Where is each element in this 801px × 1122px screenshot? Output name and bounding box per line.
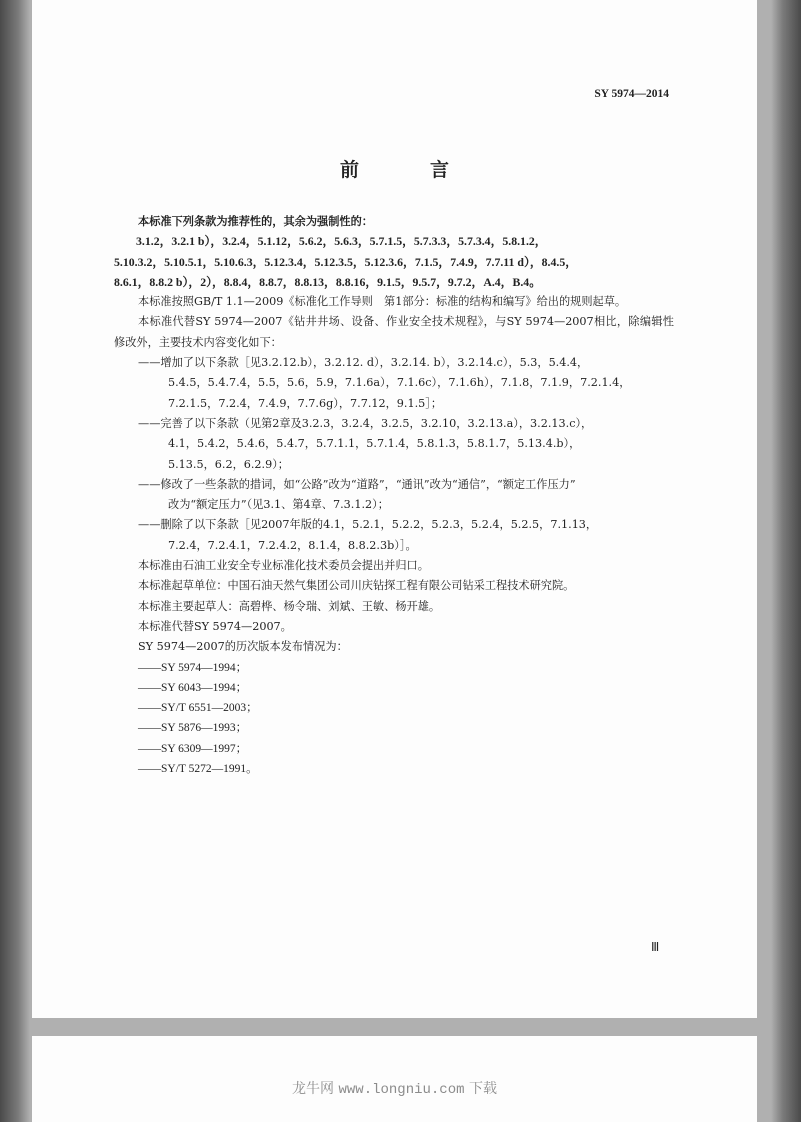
history-item: ——SY 5974—1994； xyxy=(138,661,248,674)
next-page xyxy=(32,1036,757,1122)
clause-line-1: 3.1.2，3.2.1 b），3.2.4，5.1.12，5.6.2，5.6.3，5.7.1.5，5.7.3.3，5.7.3.4，5.8.1.2， xyxy=(136,234,547,249)
page-number: Ⅲ xyxy=(651,940,660,954)
change-item-improved: ——完善了以下条款（见第2章及3.2.3，3.2.4，3.2.5，3.2.10，3.2.13.a），3.2.13.c）， xyxy=(138,416,593,430)
document-page xyxy=(32,0,757,1018)
authors-paragraph: 本标准主要起草人：高碧桦、杨令瑞、刘斌、王敏、杨开雄。 xyxy=(138,599,441,613)
history-item: ——SY 6043—1994； xyxy=(138,681,248,694)
proposed-paragraph: 本标准由石油工业安全专业标准化技术委员会提出并归口。 xyxy=(138,559,429,573)
document-body xyxy=(114,211,674,779)
clause-line-3: 8.6.1，8.8.2 b），2），8.8.4，8.8.7，8.8.13，8.8.16，9.1.5，9.5.7，9.7.2，A.4，B.4。 xyxy=(114,274,541,289)
standard-code: SY 5974—2014 xyxy=(594,88,669,100)
change-item-added: ——增加了以下条款［见3.2.12.b），3.2.12. d），3.2.14. b），3.2.14.c），5.3，5.4.4， xyxy=(138,356,589,370)
replace-paragraph: 本标准代替SY 5974—2007《钻井井场、设备、作业安全技术规程》，与SY 5974—2007相比，除编辑性修改外，主要技术内容变化如下： xyxy=(114,315,674,349)
history-item: ——SY 5876—1993； xyxy=(138,722,248,735)
change-item-modified-line: 改为“额定压力”（见3.1、第4章、7.3.1.2）； xyxy=(168,498,389,512)
change-item-improved-line: 5.13.5，6.2，6.2.9）； xyxy=(168,457,289,471)
history-item: ——SY 6309—1997； xyxy=(138,742,248,755)
history-item: ——SY/T 6551—2003； xyxy=(138,702,258,715)
change-item-modified: ——修改了一些条款的措词，如“公路”改为“道路”，“通讯”改为“通信”，“额定工作压力” xyxy=(138,477,576,491)
change-item-improved-line: 4.1，5.4.2，5.4.6，5.4.7，5.7.1.1，5.7.1.4，5.8.1.3，5.8.1.7，5.13.4.b）， xyxy=(168,437,581,451)
watermark xyxy=(32,1078,757,1098)
drafting-paragraph: 本标准按照GB/T 1.1—2009《标准化工作导则 第1部分：标准的结构和编写》给出的规则起草。 xyxy=(138,295,627,309)
watermark-url[interactable]: www.longniu.com xyxy=(338,1082,465,1098)
history-item: ——SY/T 5272—1991。 xyxy=(138,763,258,776)
change-item-deleted: ——删除了以下条款［见2007年版的4.1，5.2.1，5.2.2，5.2.3，5.2.4，5.2.5，7.1.13， xyxy=(138,518,598,532)
intro-paragraph: 本标准下列条款为推荐性的，其余为强制性的： xyxy=(138,214,373,228)
change-item-deleted-line: 7.2.4，7.2.4.1，7.2.4.2，8.1.4，8.8.2.3b）］。 xyxy=(168,538,417,552)
drafting-units-paragraph: 本标准起草单位：中国石油天然气集团公司川庆钻探工程有限公司钻采工程技术研究院。 xyxy=(138,579,575,593)
history-paragraph: SY 5974—2007的历次版本发布情况为： xyxy=(138,640,348,654)
clause-line-2: 5.10.3.2，5.10.5.1，5.10.6.3，5.12.3.4，5.12.3.5，5.12.3.6，7.1.5，7.4.9，7.7.11 d），8.4.5， xyxy=(114,254,578,269)
watermark-suffix: 下载 xyxy=(468,1081,497,1097)
change-item-added-line: 7.2.1.5，7.2.4，7.4.9，7.7.6g），7.7.12，9.1.5］； xyxy=(168,396,443,410)
supersede-paragraph: 本标准代替SY 5974—2007。 xyxy=(138,619,292,633)
change-item-added-line: 5.4.5，5.4.7.4，5.5，5.6，5.9，7.1.6a），7.1.6c），7.1.6h），7.1.8，7.1.9，7.2.1.4， xyxy=(168,376,631,390)
watermark-site: 龙牛网 xyxy=(292,1081,335,1097)
page-title: 前 言 xyxy=(339,159,475,181)
